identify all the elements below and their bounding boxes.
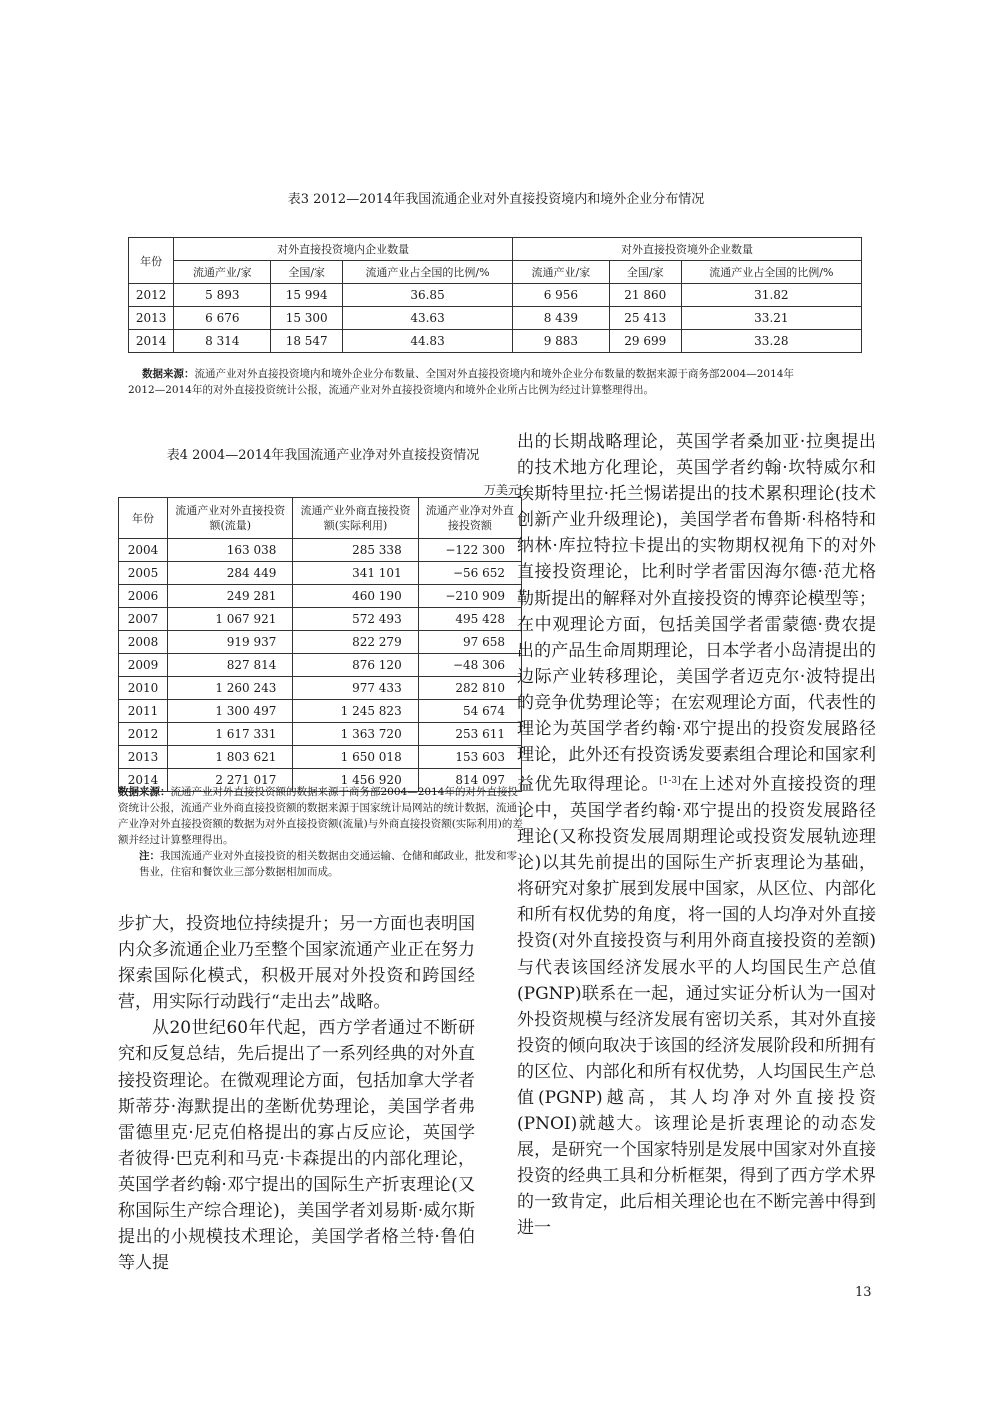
table4-cell: −56 652 xyxy=(418,562,521,585)
table3-group-overseas: 对外直接投资境外企业数量 xyxy=(512,238,861,261)
table4-unit: 万美元 xyxy=(483,483,520,497)
table4-cell: 822 279 xyxy=(293,631,418,654)
table-row xyxy=(129,307,862,330)
table4-cell: 876 120 xyxy=(293,654,418,677)
table3-cell: 15 300 xyxy=(271,307,343,330)
table4-caption: 表4 2004—2014年我国流通产业净对外直接投资情况 xyxy=(166,448,480,463)
table3 xyxy=(128,237,862,353)
left-column xyxy=(118,911,475,1276)
table-row xyxy=(119,677,522,700)
table4-cell: 1 260 243 xyxy=(168,677,293,700)
table3-cell: 29 699 xyxy=(609,330,681,353)
table4-cell: 2010 xyxy=(119,677,168,700)
table3-subheader: 流通产业占全国的比例/% xyxy=(343,261,513,284)
table4-cell: 827 814 xyxy=(168,654,293,677)
table3-cell: 36.85 xyxy=(343,284,513,307)
table3-cell: 5 893 xyxy=(174,284,271,307)
table3-cell: 2012 xyxy=(129,284,174,307)
table-row xyxy=(119,562,522,585)
table4-cell: 460 190 xyxy=(293,585,418,608)
table4-cell: 285 338 xyxy=(293,539,418,562)
table4-cell: 572 493 xyxy=(293,608,418,631)
table4-cell: 1 803 621 xyxy=(168,746,293,769)
table4-cell: 2 271 017 xyxy=(168,769,293,792)
table3-year-header: 年份 xyxy=(129,238,174,284)
table4-note-text: 我国流通产业对外直接投资的相关数据由交通运输、仓储和邮政业，批发和零售业，住宿和餐饮业三部分数据相加而成。 xyxy=(139,850,517,878)
table-row xyxy=(119,631,522,654)
table4-cell: 253 611 xyxy=(418,723,521,746)
table-row xyxy=(119,723,522,746)
table4-note-label: 注： xyxy=(139,850,160,862)
table3-cell: 44.83 xyxy=(343,330,513,353)
table4-cell: 2009 xyxy=(119,654,168,677)
table3-group-domestic: 对外直接投资境内企业数量 xyxy=(174,238,513,261)
table3-cell: 2014 xyxy=(129,330,174,353)
table4-cell: −122 300 xyxy=(418,539,521,562)
table4-header: 流通产业净对外直接投资额 xyxy=(418,498,521,539)
table3-cell: 33.21 xyxy=(681,307,861,330)
table3-subheader: 流通产业/家 xyxy=(512,261,609,284)
table-row xyxy=(129,330,862,353)
table3-cell: 9 883 xyxy=(512,330,609,353)
table3-cell: 15 994 xyxy=(271,284,343,307)
table4-cell: 2006 xyxy=(119,585,168,608)
table4-cell: 1 650 018 xyxy=(293,746,418,769)
table4-cell: 249 281 xyxy=(168,585,293,608)
table3-cell: 8 314 xyxy=(174,330,271,353)
table3-cell: 2013 xyxy=(129,307,174,330)
table4-header: 流通产业外商直接投资额(实际利用) xyxy=(293,498,418,539)
table4-cell: 1 363 720 xyxy=(293,723,418,746)
right-column xyxy=(517,429,876,1242)
table-row xyxy=(119,539,522,562)
table3-cell: 25 413 xyxy=(609,307,681,330)
page-number: 13 xyxy=(855,1285,872,1300)
table4-cell: 97 658 xyxy=(418,631,521,654)
table4 xyxy=(118,497,522,792)
table4-cell: 54 674 xyxy=(418,700,521,723)
table4-cell: 284 449 xyxy=(168,562,293,585)
citation: [1-3] xyxy=(659,776,681,787)
table4-cell: −210 909 xyxy=(418,585,521,608)
table3-subheader: 全国/家 xyxy=(609,261,681,284)
table3-subheader: 流通产业占全国的比例/% xyxy=(681,261,861,284)
table3-caption: 表3 2012—2014年我国流通企业对外直接投资境内和境外企业分布情况 xyxy=(287,192,705,207)
table-row xyxy=(119,654,522,677)
right-para-a: 出的长期战略理论，英国学者桑加亚·拉奥提出的技术地方化理论，英国学者约翰·坎特威尔和埃斯特里拉·托兰惕诺提出的技术累积理论(技术创新产业升级理论)，美国学者布鲁斯·科格特和纳林·库拉特拉卡提出的实物期权视角下的对外直接投资理论，比利时学者雷因海尔德·范尤格勒斯提出的解释对外直接投资的博弈论模型等；在中观理论方面，包括美国学者雷蒙德·费农提出的产品生命周期理论，日本学者小岛清提出的边际产业转移理论，美国学者迈克尔·波特提出的竞争优势理论等；在宏观理论方面，代表性的理论为英国学者约翰·邓宁提出的投资发展路径理论，此外还有投资诱发要素组合理论和国家利益优先取得理论。 xyxy=(517,432,876,795)
table3-cell: 6 676 xyxy=(174,307,271,330)
table3-cell: 33.28 xyxy=(681,330,861,353)
table4-cell: 1 617 331 xyxy=(168,723,293,746)
table3-source-line2: 2012—2014年的对外直接投资统计公报，流通产业对外直接投资境内和境外企业所占比例为经过计算整理得出。 xyxy=(128,384,654,396)
table3-subheader: 全国/家 xyxy=(271,261,343,284)
table4-cell: 153 603 xyxy=(418,746,521,769)
right-para-b: 在上述对外直接投资的理论中，英国学者约翰·邓宁提出的投资发展路径理论(又称投资发展周期理论或投资发展轨迹理论)以其先前提出的国际生产折衷理论为基础，将研究对象扩展到发展中国家，从区位、内部化和所有权优势的角度，将一国的人均净对外直接投资(对外直接投资与利用外商直接投资的差额)与代表该国经济发展水平的人均国民生产总值(PGNP)联系在一起，通过实证分析认为一国对外投资规模与经济发展有密切关系，其对外直接投资的倾向取决于该国的经济发展阶段和所拥有的区位、内部化和所有权优势，人均国民生产总值(PGNP)越高，其人均净对外直接投资(PNOI)就越大。该理论是折衷理论的动态发展，是研究一个国家特别是发展中国家对外直接投资的经典工具和分析框架，得到了西方学术界的一致肯定，此后相关理论也在不断完善中得到进一 xyxy=(517,774,877,1239)
table4-cell: 1 067 921 xyxy=(168,608,293,631)
table4-source-label: 数据来源： xyxy=(118,786,171,798)
table4-cell: 163 038 xyxy=(168,539,293,562)
table4-cell: 495 428 xyxy=(418,608,521,631)
table4-cell: 1 300 497 xyxy=(168,700,293,723)
table4-cell: −48 306 xyxy=(418,654,521,677)
table-row xyxy=(119,700,522,723)
table3-cell: 6 956 xyxy=(512,284,609,307)
table4-cell: 2014 xyxy=(119,769,168,792)
table4-header: 流通产业对外直接投资额(流量) xyxy=(168,498,293,539)
table3-cell: 43.63 xyxy=(343,307,513,330)
left-para-1: 步扩大，投资地位持续提升；另一方面也表明国内众多流通企业乃至整个国家流通产业正在努力探索国际化模式，积极开展对外投资和跨国经营，用实际行动践行“走出去”战略。 xyxy=(118,914,475,1013)
table4-cell: 1 245 823 xyxy=(293,700,418,723)
table-row xyxy=(119,585,522,608)
table3-cell: 31.82 xyxy=(681,284,861,307)
left-para-2: 从20世纪60年代起，西方学者通过不断研究和反复总结，先后提出了一系列经典的对外直接投资理论。在微观理论方面，包括加拿大学者斯蒂芬·海默提出的垄断优势理论，美国学者弗雷德里克·尼克伯格提出的寡占反应论，英国学者彼得·巴克利和马克·卡森提出的内部化理论，英国学者约翰·邓宁提出的国际生产折衷理论(又称国际生产综合理论)，美国学者刘易斯·威尔斯提出的小规模技术理论，美国学者格兰特·鲁伯等人提 xyxy=(118,1018,475,1274)
table4-cell: 814 097 xyxy=(418,769,521,792)
table3-subheader: 流通产业/家 xyxy=(174,261,271,284)
table4-cell: 2007 xyxy=(119,608,168,631)
table4-cell: 2005 xyxy=(119,562,168,585)
table3-source-label: 数据来源： xyxy=(142,368,195,380)
table4-source-text: 流通产业对外直接投资额的数据来源于商务部2004—2014年的对外直接投资统计公报，流通产业外商直接投资额的数据来源于国家统计局网站的统计数据，流通产业净对外直接投资额的数据为对外直接投资额(流量)与外商直接投资额(实际利用)的差额并经过计算整理得出。 xyxy=(118,786,523,846)
table4-source xyxy=(118,784,526,880)
table4-cell: 2013 xyxy=(119,746,168,769)
table-row xyxy=(119,608,522,631)
table4-cell: 2012 xyxy=(119,723,168,746)
table4-cell: 2011 xyxy=(119,700,168,723)
table-row xyxy=(119,746,522,769)
table4-cell: 282 810 xyxy=(418,677,521,700)
table3-cell: 18 547 xyxy=(271,330,343,353)
table3-cell: 8 439 xyxy=(512,307,609,330)
table3-source-line1: 流通产业对外直接投资境内和境外企业分布数量、全国对外直接投资境内和境外企业分布数量的数据来源于商务部 xyxy=(194,368,720,380)
table4-header: 年份 xyxy=(119,498,168,539)
table4-cell: 341 101 xyxy=(293,562,418,585)
table3-cell: 21 860 xyxy=(609,284,681,307)
table-row xyxy=(129,284,862,307)
table4-cell: 2004 xyxy=(119,539,168,562)
table4-cell: 1 456 920 xyxy=(293,769,418,792)
table3-source: 数据来源：流通产业对外直接投资境内和境外企业分布数量、全国对外直接投资境内和境外企业分布数量的数据来源于商务部2004—2014年 2012—2014年的对外直接投资统计公报，流通产业对外直接投资境内和境外企业所占比例为经过计算整理得出。 xyxy=(128,366,864,398)
table4-cell: 919 937 xyxy=(168,631,293,654)
table4-cell: 977 433 xyxy=(293,677,418,700)
table4-cell: 2008 xyxy=(119,631,168,654)
